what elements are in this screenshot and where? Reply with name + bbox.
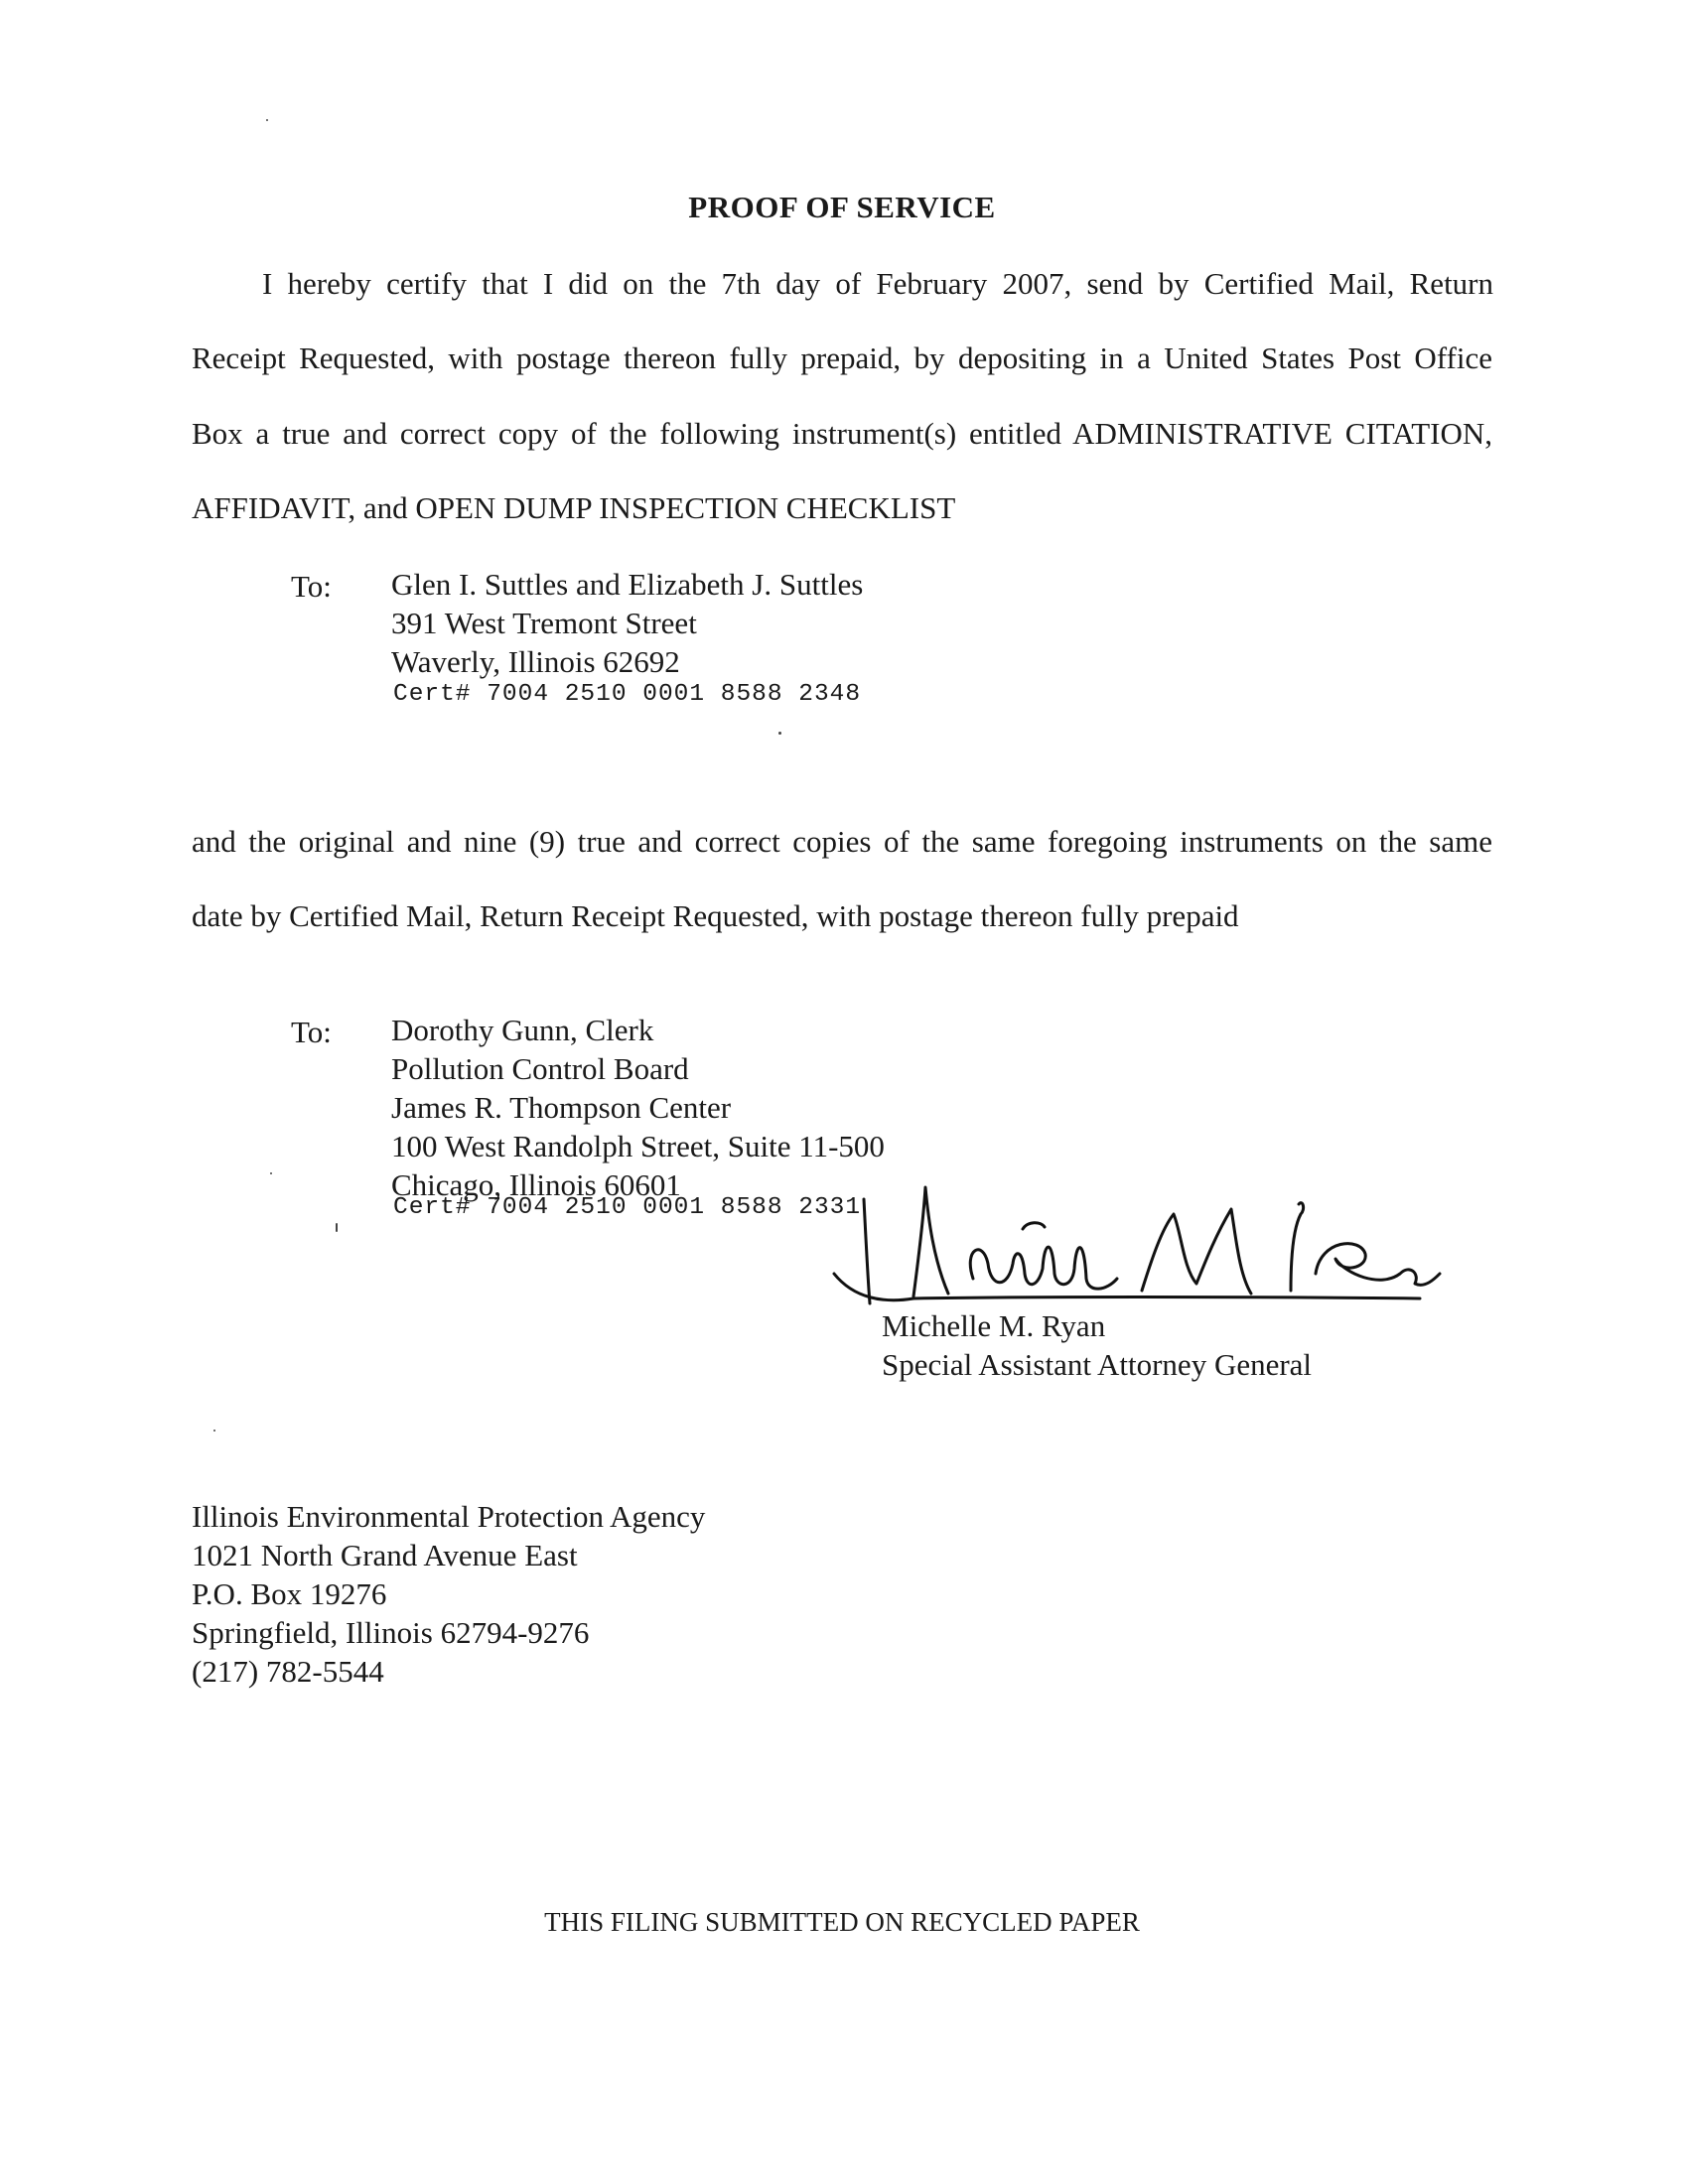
agency-line: Illinois Environmental Protection Agency (192, 1499, 706, 1534)
recycled-paper-footer: THIS FILING SUBMITTED ON RECYCLED PAPER (544, 1907, 1140, 1937)
recipient2-cert-number: Cert# 7004 2510 0001 8588 2331 (393, 1194, 862, 1221)
recipient2-line: Chicago, Illinois 60601 (391, 1167, 681, 1202)
original-line-1: and the original and nine (9) true and correct copies of the same foregoing instruments on the same (192, 824, 1492, 859)
certify-line-3: Box a true and correct copy of the following instrument(s) entitled ADMINISTRATIVE CITATION, (192, 416, 1492, 451)
recipient1-line: 391 West Tremont Street (391, 606, 697, 640)
agency-line: 1021 North Grand Avenue East (192, 1538, 578, 1572)
signature-block (882, 1306, 1312, 1384)
recipient1-to-label: To: (291, 569, 332, 604)
recipient2-line: James R. Thompson Center (391, 1090, 732, 1125)
recipient2-line: Dorothy Gunn, Clerk (391, 1013, 654, 1047)
scan-speck (213, 1430, 215, 1432)
scan-speck (270, 1172, 272, 1174)
scan-speck (778, 732, 781, 735)
certify-line-1: I hereby certify that I did on the 7th day of February 2007, send by Certified Mail, Return (262, 266, 1493, 301)
recipient1-address (391, 565, 863, 681)
recipient1-cert-number: Cert# 7004 2510 0001 8588 2348 (393, 681, 862, 708)
scan-speck (336, 1223, 338, 1232)
recipient1-line: Waverly, Illinois 62692 (391, 644, 680, 679)
recipient2-line: Pollution Control Board (391, 1051, 689, 1086)
recipient2-line: 100 West Randolph Street, Suite 11-500 (391, 1129, 885, 1163)
certify-line-4: AFFIDAVIT, and OPEN DUMP INSPECTION CHECKLIST (192, 490, 956, 525)
original-line-2: date by Certified Mail, Return Receipt Requested, with postage thereon fully prepaid (192, 898, 1239, 933)
agency-line: P.O. Box 19276 (192, 1576, 387, 1611)
document-title: PROOF OF SERVICE (688, 190, 996, 224)
recipient2-to-label: To: (291, 1015, 332, 1049)
scan-speck (266, 119, 268, 121)
agency-line: (217) 782-5544 (192, 1654, 384, 1689)
recipient1-line: Glen I. Suttles and Elizabeth J. Suttles (391, 567, 864, 602)
recipient2-address (391, 1011, 885, 1204)
signer-name: Michelle M. Ryan (882, 1308, 1106, 1343)
agency-line: Springfield, Illinois 62794-9276 (192, 1615, 590, 1650)
certify-line-2: Receipt Requested, with postage thereon fully prepaid, by depositing in a United States Post Office (192, 341, 1492, 375)
agency-address (192, 1497, 705, 1691)
signer-title: Special Assistant Attorney General (882, 1347, 1313, 1382)
